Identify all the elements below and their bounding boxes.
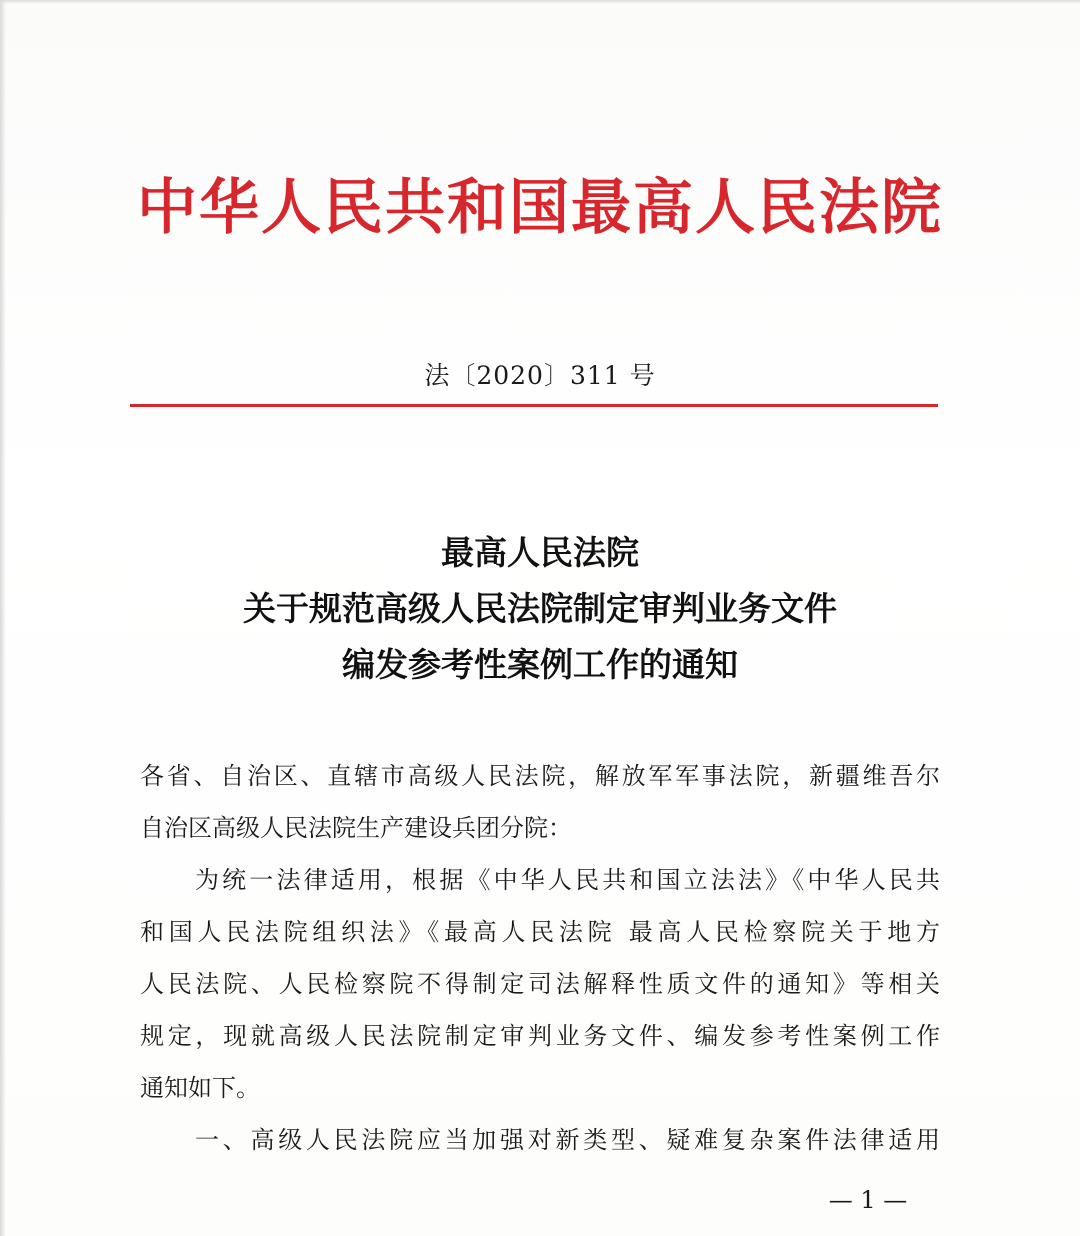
scan-shadow-top (0, 0, 1080, 4)
body-line-addressee-1: 各省、自治区、直辖市高级人民法院，解放军军事法院，新疆维吾尔 (140, 762, 940, 790)
title-line-1: 最高人民法院 (441, 533, 639, 572)
body-line-paragraph-5: 通知如下。 (140, 1074, 260, 1102)
red-divider-line (130, 404, 938, 407)
document-title (0, 525, 1080, 693)
issuer-header: 中华人民共和国最高人民法院 (137, 173, 943, 243)
title-line-3: 编发参考性案例工作的通知 (342, 645, 738, 684)
body-line-paragraph-4: 规定，现就高级人民法院制定审判业务文件、编发参考性案例工作 (140, 1022, 940, 1050)
document-number: 法〔2020〕311 号 (424, 361, 656, 390)
page-number: — 1 — (828, 1186, 908, 1214)
title-line-2: 关于规范高级人民法院制定审判业务文件 (243, 589, 837, 628)
body-line-paragraph-3: 人民法院、人民检察院不得制定司法解释性质文件的通知》等相关 (140, 970, 940, 998)
body-line-addressee-2: 自治区高级人民法院生产建设兵团分院： (140, 814, 572, 842)
body-line-section-1: 一、高级人民法院应当加强对新类型、疑难复杂案件法律适用 (195, 1126, 940, 1154)
document-body (140, 750, 940, 1166)
body-line-paragraph-1: 为统一法律适用，根据《中华人民共和国立法法》《中华人民共 (195, 866, 940, 894)
body-line-paragraph-2: 和国人民法院组织法》《最高人民法院 最高人民检察院关于地方 (140, 918, 940, 946)
